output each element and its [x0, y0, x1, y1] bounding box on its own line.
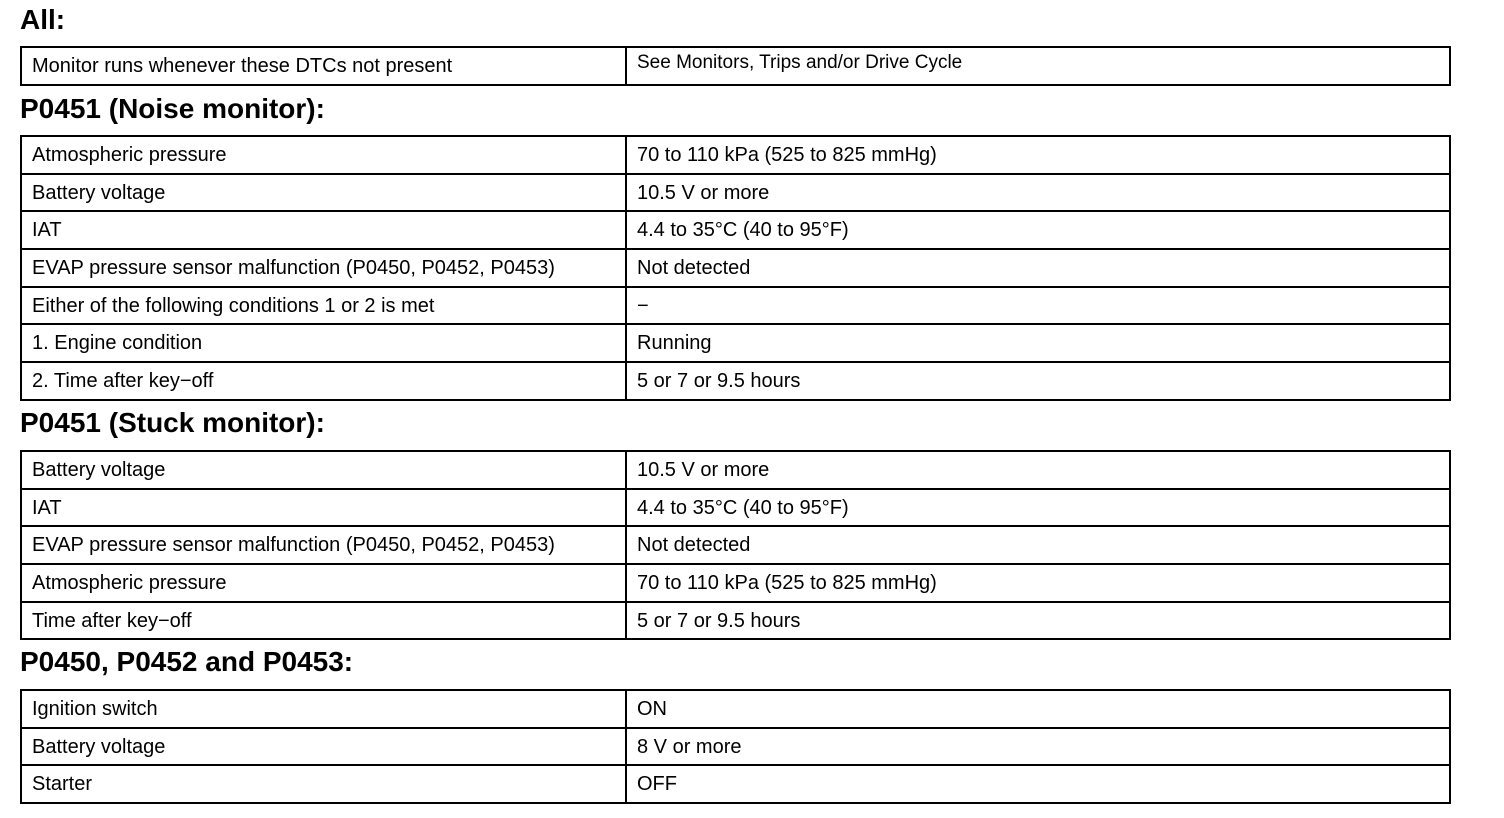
- noise-monitor-table: [20, 135, 1451, 401]
- condition-cell: EVAP pressure sensor malfunction (P0450, P0452, P0453): [21, 526, 626, 564]
- condition-cell: Atmospheric pressure: [21, 564, 626, 602]
- section-title-stuck-monitor: P0451 (Stuck monitor):: [20, 407, 325, 438]
- value-cell: 4.4 to 35°C (40 to 95°F): [626, 211, 1450, 249]
- condition-cell: 1. Engine condition: [21, 324, 626, 362]
- table-row: [21, 690, 1450, 728]
- condition-cell: Either of the following conditions 1 or 2 is met: [21, 287, 626, 325]
- table-row: [21, 362, 1450, 400]
- value-cell: See Monitors, Trips and/or Drive Cycle: [626, 47, 1450, 85]
- value-cell: 10.5 V or more: [626, 451, 1450, 489]
- condition-cell: EVAP pressure sensor malfunction (P0450, P0452, P0453): [21, 249, 626, 287]
- condition-cell: IAT: [21, 489, 626, 527]
- condition-cell: Time after key−off: [21, 602, 626, 640]
- value-cell: 5 or 7 or 9.5 hours: [626, 362, 1450, 400]
- condition-cell: Starter: [21, 765, 626, 803]
- value-cell: −: [626, 287, 1450, 325]
- stuck-monitor-table: [20, 450, 1451, 640]
- table-row: [21, 765, 1450, 803]
- value-cell: OFF: [626, 765, 1450, 803]
- all-conditions-table: [20, 46, 1451, 86]
- value-cell: 4.4 to 35°C (40 to 95°F): [626, 489, 1450, 527]
- table-row: [21, 249, 1450, 287]
- condition-cell: 2. Time after key−off: [21, 362, 626, 400]
- p0450-p0452-p0453-table: [20, 689, 1451, 804]
- table-row: [21, 136, 1450, 174]
- table-row: [21, 47, 1450, 85]
- section-title-noise-monitor: P0451 (Noise monitor):: [20, 93, 325, 124]
- value-cell: Not detected: [626, 249, 1450, 287]
- table-row: [21, 287, 1450, 325]
- value-cell: Not detected: [626, 526, 1450, 564]
- value-cell: 8 V or more: [626, 728, 1450, 766]
- section-title-all: All:: [20, 4, 66, 35]
- value-cell: 5 or 7 or 9.5 hours: [626, 602, 1450, 640]
- table-row: [21, 728, 1450, 766]
- condition-cell: Atmospheric pressure: [21, 136, 626, 174]
- table-row: [21, 526, 1450, 564]
- table-row: [21, 174, 1450, 212]
- value-cell: 70 to 110 kPa (525 to 825 mmHg): [626, 564, 1450, 602]
- value-cell: 70 to 110 kPa (525 to 825 mmHg): [626, 136, 1450, 174]
- table-row: [21, 602, 1450, 640]
- condition-cell: Ignition switch: [21, 690, 626, 728]
- table-row: [21, 564, 1450, 602]
- condition-cell: Battery voltage: [21, 174, 626, 212]
- condition-cell: IAT: [21, 211, 626, 249]
- value-cell: ON: [626, 690, 1450, 728]
- condition-cell: Monitor runs whenever these DTCs not present: [21, 47, 626, 85]
- table-row: [21, 324, 1450, 362]
- table-row: [21, 451, 1450, 489]
- table-row: [21, 489, 1450, 527]
- value-cell: Running: [626, 324, 1450, 362]
- table-row: [21, 211, 1450, 249]
- condition-cell: Battery voltage: [21, 451, 626, 489]
- section-title-p0450-p0452-p0453: P0450, P0452 and P0453:: [20, 646, 354, 677]
- condition-cell: Battery voltage: [21, 728, 626, 766]
- value-cell: 10.5 V or more: [626, 174, 1450, 212]
